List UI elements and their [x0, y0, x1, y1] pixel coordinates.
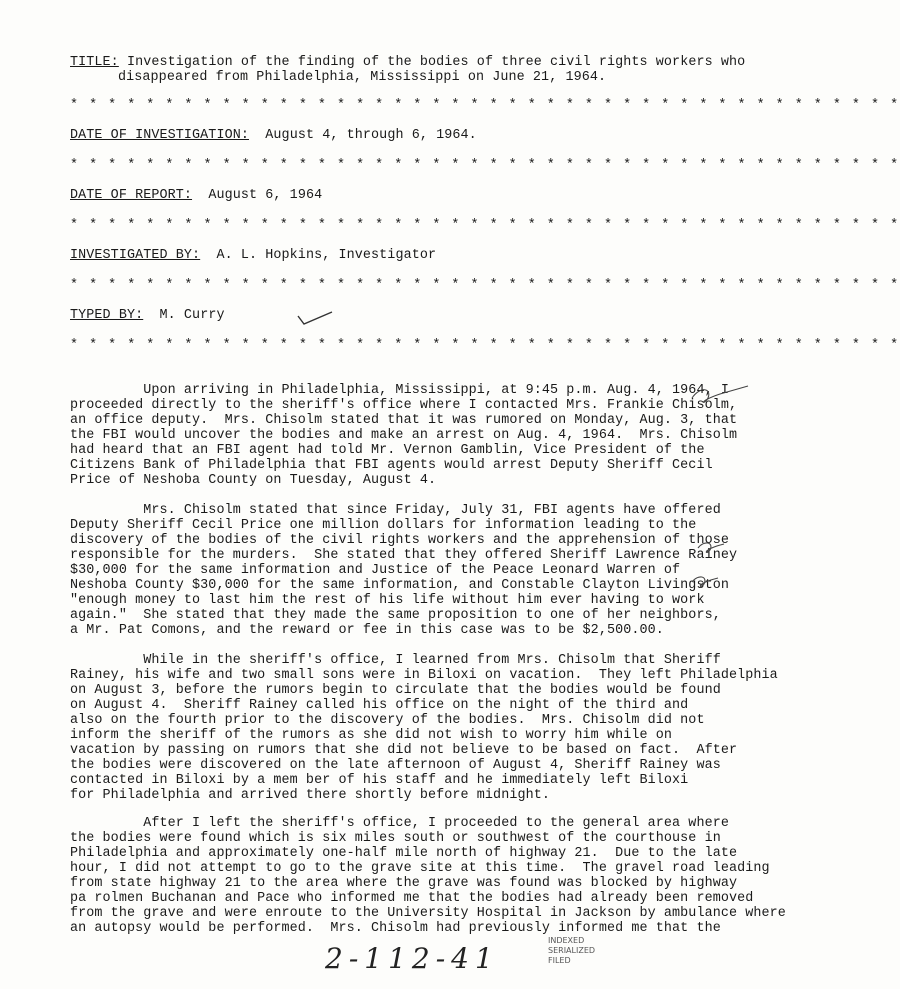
title-line-1	[70, 55, 745, 70]
date-of-report	[70, 188, 322, 203]
typed-by	[70, 308, 225, 323]
text-line: a Mr. Pat Comons, and the reward or fee in this case was to be $2,500.00.	[70, 623, 664, 638]
text-line: from the grave and were enroute to the University Hospital in Jackson by ambulance where	[70, 906, 786, 921]
text-line: on August 3, before the rumors begin to circulate that the bodies would be found	[70, 683, 721, 698]
text-line: hour, I did not attempt to go to the grave site at this time. The gravel road leading	[70, 861, 770, 876]
investigated-by	[70, 248, 436, 263]
text-line: responsible for the murders. She stated that they offered Sheriff Lawrence Rainey	[70, 548, 738, 563]
text-line: contacted in Biloxi by a mem ber of his staff and he immediately left Biloxi	[70, 773, 689, 788]
text-line: vacation by passing on rumors that she did not believe to be based on fact. After	[70, 743, 738, 758]
text-line: Mrs. Chisolm stated that since Friday, July 31, FBI agents have offered	[70, 503, 721, 518]
text-line: on August 4. Sheriff Rainey called his office on the night of the third and	[70, 698, 689, 713]
text-line: pa rolmen Buchanan and Pace who informed me that the bodies had already been removed	[70, 891, 754, 906]
text-line: inform the sheriff of the rumors as she did not wish to worry him while on	[70, 728, 673, 743]
date-report-label: DATE OF REPORT:	[70, 188, 193, 203]
text-line: an office deputy. Mrs. Chisolm stated that it was rumored on Monday, Aug. 3, that	[70, 413, 738, 428]
stamp-line: INDEXED	[548, 936, 585, 945]
text-line: Rainey, his wife and two small sons were in Biloxi on vacation. They left Philadelphia	[70, 668, 778, 683]
title-label: TITLE:	[70, 55, 119, 70]
title-text-1: Investigation of the finding of the bodies of three civil rights workers who	[126, 55, 746, 70]
text-line: Philadelphia and approximately one-half mile north of highway 21. Due to the late	[70, 846, 738, 861]
paragraph-3	[70, 653, 778, 803]
typed-by-value: M. Curry	[159, 308, 225, 323]
stamp-line: FILED	[548, 956, 571, 965]
separator-2: * * * * * * * * * * * * * * * * * * * * * * * * * * * * * * * * * * * * * * * * * * * *	[70, 158, 900, 173]
text-line: Upon arriving in Philadelphia, Mississippi, at 9:45 p.m. Aug. 4, 1964, I	[70, 383, 729, 398]
date-investigation-value: August 4, through 6, 1964.	[265, 128, 477, 143]
text-line: "enough money to last him the rest of his life without him ever having to work	[70, 593, 705, 608]
separator-1: * * * * * * * * * * * * * * * * * * * * * * * * * * * * * * * * * * * * * * * * * * * *	[70, 98, 900, 113]
paragraph-1	[70, 383, 738, 488]
separator-3: * * * * * * * * * * * * * * * * * * * * * * * * * * * * * * * * * * * * * * * * * * * *	[70, 218, 900, 233]
text-line: After I left the sheriff's office, I proceeded to the general area where	[70, 816, 729, 831]
text-line: also on the fourth prior to the discovery of the bodies. Mrs. Chisolm did not	[70, 713, 705, 728]
check-mark-icon	[296, 308, 336, 328]
text-line: the bodies were discovered on the late afternoon of August 4, Sheriff Rainey was	[70, 758, 721, 773]
investigated-by-label: INVESTIGATED BY:	[70, 248, 201, 263]
text-line: discovery of the bodies of the civil rights workers and the apprehension of those	[70, 533, 729, 548]
filing-stamp	[548, 936, 595, 966]
text-line: from state highway 21 to the area where the grave was found was blocked by highway	[70, 876, 738, 891]
text-line: While in the sheriff's office, I learned from Mrs. Chisolm that Sheriff	[70, 653, 721, 668]
date-of-investigation	[70, 128, 477, 143]
text-line: Price of Neshoba County on Tuesday, August 4.	[70, 473, 437, 488]
text-line: again." She stated that they made the same proposition to one of her neighbors,	[70, 608, 721, 623]
text-line: proceeded directly to the sheriff's office where I contacted Mrs. Frankie Chisolm,	[70, 398, 738, 413]
text-line: the bodies were found which is six miles south or southwest of the courthouse in	[70, 831, 721, 846]
handwritten-file-number: 2-112-41	[325, 942, 499, 975]
date-report-value: August 6, 1964	[208, 188, 323, 203]
text-line: an autopsy would be performed. Mrs. Chisolm had previously informed me that the	[70, 921, 721, 936]
stamp-line: SERIALIZED	[548, 946, 596, 955]
investigated-by-value: A. L. Hopkins, Investigator	[216, 248, 437, 263]
separator-4: * * * * * * * * * * * * * * * * * * * * * * * * * * * * * * * * * * * * * * * * * * * *	[70, 278, 900, 293]
separator-5: * * * * * * * * * * * * * * * * * * * * * * * * * * * * * * * * * * * * * * * * * * * *	[70, 338, 900, 353]
typed-by-label: TYPED BY:	[70, 308, 144, 323]
text-line: $30,000 for the same information and Justice of the Peace Leonard Warren of	[70, 563, 681, 578]
text-line: for Philadelphia and arrived there shortly before midnight.	[70, 788, 551, 803]
paragraph-4	[70, 816, 786, 936]
date-investigation-label: DATE OF INVESTIGATION:	[70, 128, 249, 143]
margin-pen-mark-icon	[690, 572, 720, 590]
text-line: had heard that an FBI agent had told Mr. Vernon Gamblin, Vice President of the	[70, 443, 705, 458]
text-line: Deputy Sheriff Cecil Price one million dollars for information leading to the	[70, 518, 697, 533]
text-line: Citizens Bank of Philadelphia that FBI agents would arrest Deputy Sheriff Cecil	[70, 458, 713, 473]
margin-pen-mark-icon	[696, 538, 726, 556]
paragraph-2	[70, 503, 738, 638]
text-line: Neshoba County $30,000 for the same information, and Constable Clayton Livingston	[70, 578, 729, 593]
title-line-2: disappeared from Philadelphia, Mississippi on June 21, 1964.	[118, 70, 607, 85]
margin-pen-mark-icon	[690, 380, 750, 410]
text-line: the FBI would uncover the bodies and make an arrest on Aug. 4, 1964. Mrs. Chisolm	[70, 428, 738, 443]
